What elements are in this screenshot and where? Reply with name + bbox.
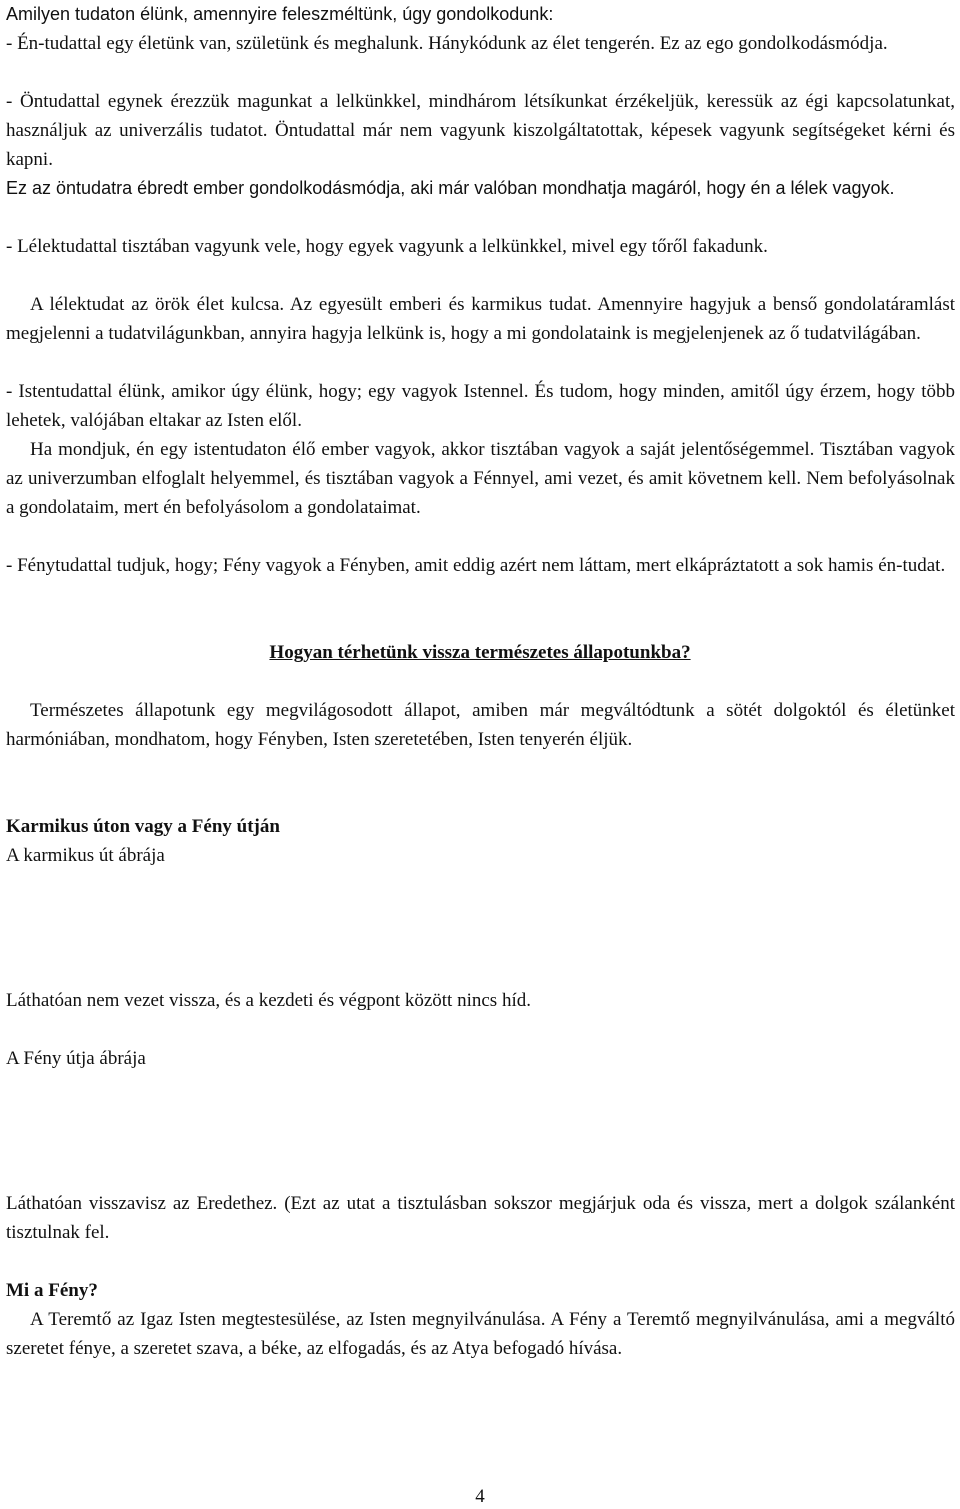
awakened-person-paragraph: Ez az öntudatra ébredt ember gondolkodásmódja, aki már valóban mondhatja magáról, hogy én a lélek vagyok. xyxy=(6,178,895,198)
light-figure-caption: A Fény útja ábrája xyxy=(6,1048,146,1069)
what-is-light-paragraph: A Teremtő az Igaz Isten megtestesülése, az Isten megnyilvánulása. A Fény a Teremtő megnyilvánulása, ami a megváltó szeretet fénye, a szeretet szava, a béke, az elfogadás, és az Atya befogadó hívása. xyxy=(6,1309,955,1359)
light-path-note: Láthatóan visszavisz az Eredethez. (Ezt az utat a tisztulásban sokszor megjárjuk oda és vissza, mert a dolgok szálanként tisztulnak fel. xyxy=(6,1193,955,1243)
significance-paragraph: Ha mondjuk, én egy istentudaton élő ember vagyok, akkor tisztában vagyok a saját jelentőségemmel. Tisztában vagyok az univerzumban elfoglalt helyemmel, és tisztában vagyok a Fénnyel, ami vezet, és amit követnem kell. Nem befolyásolnak a gondolataim, mert én befolyásolom a gondolataimat. xyxy=(6,439,955,518)
intro-line: Amilyen tudaton élünk, amennyire feleszméltünk, úgy gondolkodunk: xyxy=(6,4,554,24)
karmic-path-note: Láthatóan nem vezet vissza, és a kezdeti és végpont között nincs híd. xyxy=(6,990,531,1011)
karmic-figure-caption: A karmikus út ábrája xyxy=(6,845,165,866)
god-consciousness-paragraph: - Istentudattal élünk, amikor úgy élünk, hogy; egy vagyok Istennel. És tudom, hogy minden, amitől úgy érzem, hogy több lehetek, valójában eltakar az Isten elől. xyxy=(6,381,955,431)
karmic-path-heading: Karmikus úton vagy a Fény útján xyxy=(6,816,280,837)
soul-consciousness-paragraph: - Lélektudattal tisztában vagyunk vele, hogy egyek vagyunk a lelkünkkel, mivel egy tőről fakadunk. xyxy=(6,236,768,257)
ego-consciousness-paragraph: - Én-tudattal egy életünk van, születünk és meghalunk. Hánykódunk az élet tengerén. Ez az ego gondolkodásmódja. xyxy=(6,33,888,54)
page-number: 4 xyxy=(475,1486,485,1507)
self-consciousness-paragraph: - Öntudattal egynek érezzük magunkat a lelkünkkel, mindhárom létsíkunkat érzékeljük, keressük az égi kapcsolatunkat, használjuk az univerzális tudatot. Öntudattal már nem vagyunk kiszolgáltatottak, képesek vagyunk segítségeket kérni és kapni. xyxy=(6,91,955,170)
what-is-light-heading: Mi a Fény? xyxy=(6,1280,98,1301)
light-consciousness-paragraph: - Fénytudattal tudjuk, hogy; Fény vagyok a Fényben, amit eddig azért nem láttam, mert elkápráztatott a sok hamis én-tudat. xyxy=(6,555,946,576)
soul-consciousness-key-paragraph: A lélektudat az örök élet kulcsa. Az egyesült emberi és karmikus tudat. Amennyire hagyjuk a benső gondolatáramlást megjelenni a tudatvilágunkban, annyira hagyja lelkünk is, hogy a mi gondolataink is megjelenjenek az ő tudatvilágában. xyxy=(6,294,955,344)
natural-state-heading: Hogyan térhetünk vissza természetes állapotunkba? xyxy=(269,642,691,663)
natural-state-paragraph: Természetes állapotunk egy megvilágosodott állapot, amiben már megváltódtunk a sötét dolgoktól és életünket harmóniában, mondhatom, hogy Fényben, Isten szeretetében, Isten tenyerén éljük. xyxy=(6,700,955,750)
